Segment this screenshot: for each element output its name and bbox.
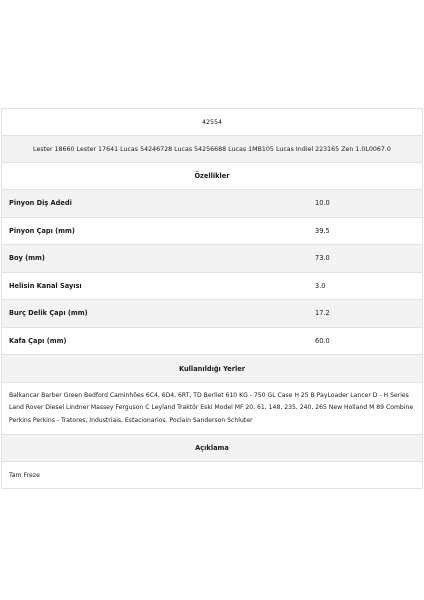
feature-value: 73.0 — [315, 254, 330, 263]
feature-value: 17.2 — [315, 309, 330, 318]
feature-label: Boy (mm) — [9, 254, 45, 263]
usage-heading: Kullanıldığı Yerler — [178, 364, 245, 373]
feature-row — [2, 328, 422, 356]
feature-label: Burç Delik Çapı (mm) — [9, 309, 88, 318]
usage-line: Land Rover Diesel Lindner Massey Ferguson C Leyland Traktör Eski Model MF 20, 61, 148, 235, 240, 265 New Holland M 89 Combine — [9, 404, 414, 412]
description-heading-row — [2, 435, 422, 462]
feature-row — [2, 218, 422, 246]
usage-list — [2, 383, 422, 435]
features-heading: Özellikler — [194, 172, 230, 180]
feature-value: 60.0 — [315, 336, 330, 345]
feature-label: Pinyon Diş Adedi — [9, 199, 72, 208]
cross-reference-text: Lester 18660 Lester 17641 Lucas 54246728 Lucas 54256688 Lucas 1MB105 Lucas Indiel 223165 Zen 1.0L0067.0 — [33, 145, 391, 153]
feature-label: Helisin Kanal Sayısı — [9, 281, 82, 290]
feature-label: Kafa Çapı (mm) — [9, 336, 67, 345]
features-heading-row — [2, 163, 422, 190]
usage-line: Balkancar Barber Green Bedford Caminhões 6C4, 6D4, 6RT, TD Berliet 610 KG - 750 GL Case H 25 B PayLoader Lancer D - H Series — [9, 392, 409, 399]
feature-row — [2, 245, 422, 273]
usage-heading-row — [2, 355, 422, 383]
feature-row — [2, 300, 422, 328]
feature-row — [2, 190, 422, 218]
usage-line: Perkins Perkins - Tratores, Industriais, Estacionarios. Poclain Sanderson Schluter — [9, 416, 253, 424]
feature-label: Pinyon Çapı (mm) — [9, 226, 75, 235]
description-text: Tam Freze — [9, 471, 40, 479]
feature-value: 10.0 — [315, 199, 330, 208]
feature-value: 3.0 — [315, 281, 326, 290]
cross-reference-row — [2, 136, 422, 163]
description-heading: Açıklama — [195, 444, 229, 452]
feature-value: 39.5 — [315, 226, 330, 235]
product-code-row — [2, 109, 422, 136]
product-spec-table — [1, 108, 423, 489]
feature-row — [2, 273, 422, 301]
description-row — [2, 462, 422, 489]
product-code: 42554 — [201, 118, 223, 126]
